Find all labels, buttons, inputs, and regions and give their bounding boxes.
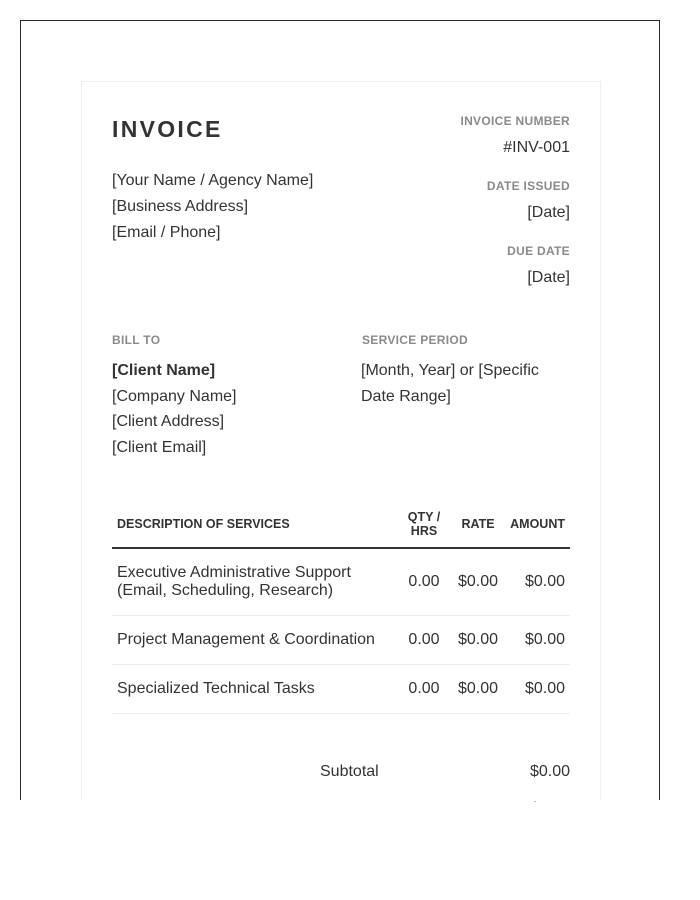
row-description: Specialized Technical Tasks <box>112 665 396 714</box>
row-rate: $0.00 <box>452 665 504 714</box>
row-amount: $0.00 <box>504 548 570 616</box>
table-header-row <box>112 500 570 548</box>
row-description: Project Management & Coordination <box>112 616 396 665</box>
sender-details <box>112 168 313 246</box>
header-rate: RATE <box>452 500 504 548</box>
bill-to-label: BILL TO <box>112 333 161 347</box>
row-rate: $0.00 <box>452 548 504 616</box>
row-qty: 0.00 <box>396 548 452 616</box>
sender-address: [Business Address] <box>112 198 249 215</box>
invoice-number-label: INVOICE NUMBER <box>460 114 570 128</box>
service-period-value: [Month, Year] or [Specific Date Range] <box>361 362 539 405</box>
table-row <box>112 548 570 616</box>
header-qty <box>396 500 452 548</box>
row-rate: $0.00 <box>452 616 504 665</box>
header-description: DESCRIPTION OF SERVICES <box>112 500 396 548</box>
sender-contact: [Email / Phone] <box>112 224 221 241</box>
divider-fragment <box>534 801 536 802</box>
table-row <box>112 665 570 714</box>
header-amount: AMOUNT <box>504 500 570 548</box>
due-date-block <box>507 244 570 287</box>
due-date-value: [Date] <box>527 269 570 286</box>
date-issued-value: [Date] <box>527 204 570 221</box>
date-issued-block <box>487 179 570 222</box>
row-amount: $0.00 <box>504 665 570 714</box>
client-address: [Client Address] <box>112 413 225 430</box>
sender-name: [Your Name / Agency Name] <box>112 172 314 189</box>
invoice-number-value: #INV-001 <box>503 139 570 156</box>
invoice-title: INVOICE <box>112 116 223 142</box>
header-qty-text: QTY / HRS <box>407 509 441 538</box>
services-table <box>112 500 570 714</box>
client-name: [Client Name] <box>112 362 216 379</box>
table-row <box>112 616 570 665</box>
row-amount: $0.00 <box>504 616 570 665</box>
invoice-number-block <box>460 114 570 157</box>
subtotal-value: $0.00 <box>529 763 570 780</box>
date-issued-label: DATE ISSUED <box>486 179 570 193</box>
service-period-label: SERVICE PERIOD <box>362 333 469 347</box>
subtotal-label: Subtotal <box>320 763 379 780</box>
client-company: [Company Name] <box>112 387 237 405</box>
bill-to-details <box>112 358 237 460</box>
due-date-label: DUE DATE <box>507 244 570 258</box>
row-qty: 0.00 <box>396 665 452 714</box>
row-qty: 0.00 <box>396 616 452 665</box>
row-description: Executive Administrative Support (Email, Scheduling, Research) <box>112 548 396 616</box>
client-email: [Client Email] <box>112 438 207 456</box>
